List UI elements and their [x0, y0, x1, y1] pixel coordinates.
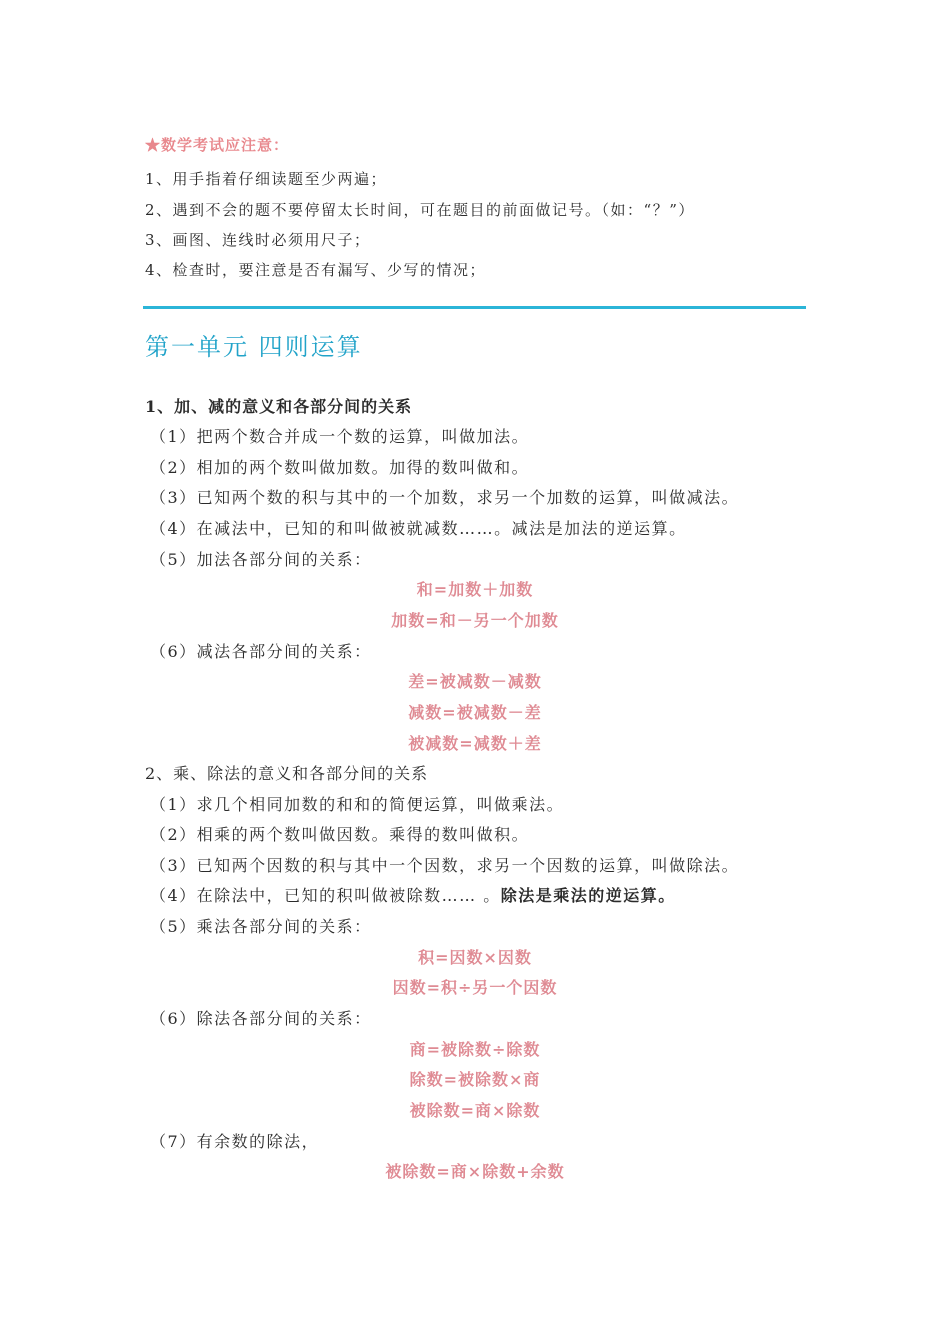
division-formula: 除数=被除数×商 — [409, 1070, 541, 1089]
section-2-title: 2、乘、除法的意义和各部分间的关系 — [145, 764, 429, 783]
section-2-item4-bold: 除法是乘法的逆运算。 — [500, 886, 676, 905]
section-2-item: （3）已知两个因数的积与其中一个因数，求另一个因数的运算，叫做除法。 — [150, 856, 740, 875]
section-2-item4-text: （4）在除法中，已知的积叫做被除数…… 。 — [150, 886, 501, 905]
division-formula: 被除数=商×除数 — [409, 1101, 541, 1120]
section-2-item — [150, 883, 676, 906]
multiplication-formula: 积=因数×因数 — [418, 948, 532, 967]
section-1-title: 1、加、减的意义和各部分间的关系 — [145, 397, 413, 416]
section-1-item: （4）在减法中，已知的和叫做被就减数……。减法是加法的逆运算。 — [150, 519, 687, 538]
section-1-item: （6）减法各部分间的关系： — [150, 642, 372, 661]
section-1-item: （5）加法各部分间的关系： — [150, 550, 372, 569]
notice-item: 1、用手指着仔细读题至少两遍； — [145, 170, 388, 188]
remainder-formula: 被除数=商×除数+余数 — [385, 1162, 565, 1181]
unit-title: 第一单元 四则运算 — [145, 333, 363, 361]
multiplication-formula: 因数=积÷另一个因数 — [392, 978, 558, 997]
subtraction-formula: 被减数=减数＋差 — [408, 734, 542, 753]
notice-item: 4、检查时，要注意是否有漏写、少写的情况； — [145, 261, 487, 279]
subtraction-formula: 减数=被减数－差 — [408, 703, 542, 722]
section-2-item: （7）有余数的除法， — [150, 1132, 320, 1151]
subtraction-formula: 差=被减数－减数 — [408, 672, 542, 691]
section-2-item: （5）乘法各部分间的关系： — [150, 917, 372, 936]
section-2-item: （2）相乘的两个数叫做因数。乘得的数叫做积。 — [150, 825, 530, 844]
division-formula: 商=被除数÷除数 — [409, 1040, 541, 1059]
section-1-item: （1）把两个数合并成一个数的运算，叫做加法。 — [150, 427, 530, 446]
notice-item: 3、画图、连线时必须用尺子； — [145, 231, 371, 249]
section-divider — [143, 306, 806, 309]
notice-title: ★数学考试应注意： — [145, 136, 290, 154]
notice-item: 2、遇到不会的题不要停留太长时间，可在题目的前面做记号。（如：“？”） — [145, 201, 695, 219]
addition-formula: 和=加数＋加数 — [416, 580, 534, 599]
section-2-item: （1）求几个相同加数的和和的简便运算，叫做乘法。 — [150, 795, 565, 814]
section-1-item: （2）相加的两个数叫做加数。加得的数叫做和。 — [150, 458, 530, 477]
section-2-item: （6）除法各部分间的关系： — [150, 1009, 372, 1028]
addition-formula: 加数=和－另一个加数 — [391, 611, 559, 630]
section-1-item: （3）已知两个数的积与其中的一个加数，求另一个加数的运算，叫做减法。 — [150, 488, 740, 507]
